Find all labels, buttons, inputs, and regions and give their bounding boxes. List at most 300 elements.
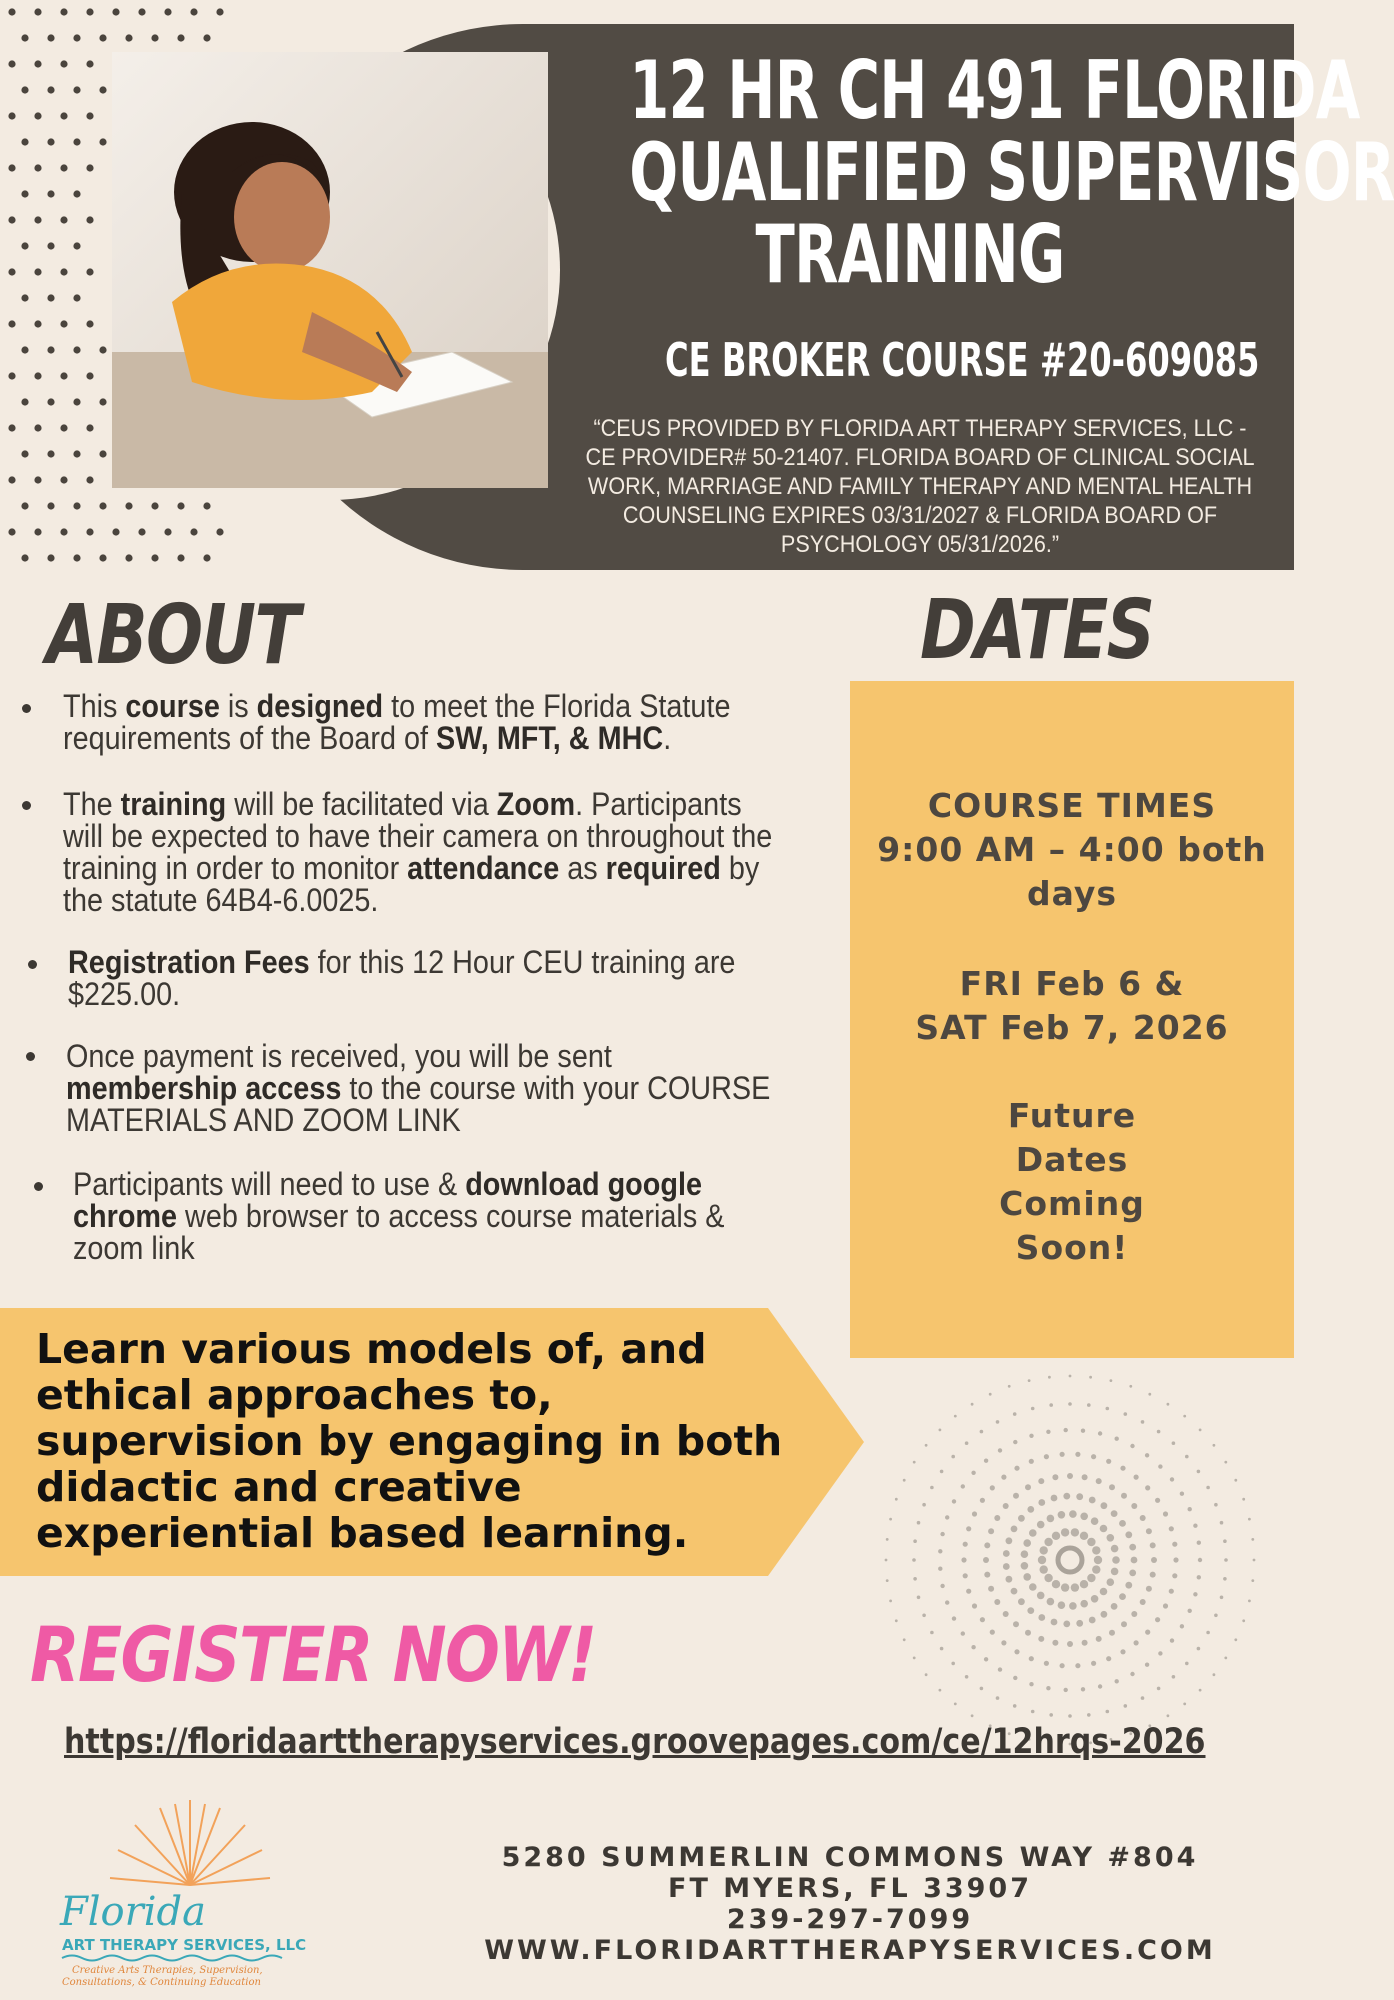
ornament-dot: [925, 1444, 928, 1447]
bullet-text-segment: for this 12 Hour CEU training are $225.00.: [68, 944, 736, 1012]
decor-dot: [86, 372, 93, 379]
ornament-dot: [1197, 1647, 1201, 1651]
ornament-dot: [1087, 1538, 1095, 1546]
decor-dot: [21, 294, 28, 301]
ornament-dot: [971, 1471, 975, 1475]
ornament-dot: [1185, 1455, 1189, 1459]
decor-dot: [73, 242, 80, 249]
decor-dot: [86, 268, 93, 275]
ornament-dot: [913, 1657, 916, 1660]
decor-dot: [73, 294, 80, 301]
ornament-dot: [984, 1657, 988, 1661]
bullet-text-segment: attendance: [407, 850, 560, 886]
ornament-dot: [1047, 1515, 1055, 1523]
ornament-dot: [972, 1603, 977, 1608]
ornament-dot: [1111, 1510, 1118, 1517]
decor-dot: [73, 34, 80, 41]
ornament-dot: [1155, 1498, 1160, 1503]
ornament-dot: [1076, 1620, 1083, 1627]
decor-dot: [8, 216, 15, 223]
ornament-dot: [1029, 1529, 1037, 1537]
ornament-dot: [938, 1549, 942, 1553]
ornament-dot: [1011, 1588, 1018, 1595]
decor-dot: [73, 86, 80, 93]
ornament-dot: [1134, 1475, 1139, 1480]
decor-dot: [73, 190, 80, 197]
course-times-line-2: 9:00 AM – 4:00 both: [877, 830, 1267, 869]
ornament-dot: [1140, 1515, 1146, 1521]
decor-dot: [60, 528, 67, 535]
ornament-dot: [1029, 1583, 1037, 1591]
bullet-text-segment: This: [63, 688, 126, 724]
course-times-line-1: COURSE TIMES: [927, 786, 1217, 825]
ornament-dot: [1188, 1609, 1192, 1613]
ornament-dot: [1038, 1499, 1045, 1506]
ornament-dot: [1025, 1630, 1031, 1636]
decor-dot: [86, 112, 93, 119]
decor-dot: [151, 554, 158, 561]
ornament-dot: [990, 1485, 995, 1490]
decor-dot: [151, 502, 158, 509]
decor-dot: [60, 60, 67, 67]
website-address[interactable]: WWW.FLORIDARTTHERAPYSERVICES.COM: [484, 1935, 1216, 1966]
ornament-dot: [989, 1393, 992, 1396]
ceus-provider-note: “CEUS PROVIDED BY FLORIDA ART THERAPY SERVICES, LLC - CE PROVIDER# 50-21407. FLORIDA BOARD OF CLINICAL SOCIAL WORK, MARRIAGE AND FAMILY THERAPY AND MENTAL HEALTH COUNSELING EXPIRES 03/31/2027 & FLORIDA BOARD OF PSYCHOLOGY 05/31/2026.”: [585, 415, 1255, 558]
ornament-dot: [1119, 1593, 1126, 1600]
ornament-dot: [1040, 1565, 1048, 1573]
decor-dot: [151, 34, 158, 41]
ornament-dot: [1052, 1532, 1060, 1540]
ornament-dot: [917, 1596, 921, 1600]
florida-art-therapy-logo: [40, 1790, 370, 1990]
decor-dot: [47, 138, 54, 145]
decor-dot: [60, 216, 67, 223]
bullet-text-segment: designed: [256, 688, 384, 724]
ornament-dot: [1087, 1713, 1091, 1717]
ornament-dot: [1052, 1474, 1058, 1480]
ornament-dot: [1089, 1617, 1096, 1624]
ornament-dot: [1131, 1557, 1138, 1564]
ornament-dot: [903, 1638, 906, 1641]
ornament-dot: [903, 1479, 906, 1482]
decor-dot: [8, 8, 15, 15]
learning-banner-text: Learn various models of, and ethical approaches to, supervision by engaging in both didactic and creative experiential based learning.: [36, 1325, 783, 1557]
ornament-dot: [971, 1714, 974, 1717]
ornament-dot: [1197, 1541, 1201, 1545]
ornament-dot: [963, 1542, 968, 1547]
decor-dot: [8, 320, 15, 327]
ornament-dot: [912, 1558, 916, 1562]
ornament-dot: [966, 1589, 971, 1594]
ornament-dot: [996, 1420, 1000, 1424]
ornament-dot: [1224, 1461, 1227, 1464]
decor-dot: [21, 554, 28, 561]
ornament-dot: [1071, 1528, 1079, 1536]
ornament-dot: [1082, 1640, 1088, 1646]
ornament-dot: [1155, 1617, 1160, 1622]
course-date-line-2: SAT Feb 7, 2026: [915, 1008, 1229, 1047]
decor-dot: [21, 502, 28, 509]
ornament-dot: [1109, 1484, 1115, 1490]
ornament-dot: [1167, 1403, 1170, 1406]
ornament-dot: [983, 1557, 989, 1563]
future-line-3: Coming: [999, 1184, 1145, 1223]
ornament-dot: [1170, 1638, 1174, 1642]
decor-dot: [34, 60, 41, 67]
ornament-dot: [889, 1600, 892, 1603]
decor-dot: [203, 502, 210, 509]
ornament-dot: [1013, 1493, 1019, 1499]
ornament-dot: [1157, 1687, 1161, 1691]
ornament-dot: [1051, 1619, 1058, 1626]
ornament-dot: [1158, 1464, 1162, 1468]
ornament-dot: [1027, 1506, 1034, 1513]
decor-dot: [60, 372, 67, 379]
ornament-dot: [1096, 1636, 1102, 1642]
ornament-dot: [1046, 1430, 1050, 1434]
ornament-dot: [922, 1614, 926, 1618]
ornament-dot: [971, 1645, 975, 1649]
ornament-dot: [1013, 1621, 1019, 1627]
ornament-dot: [1013, 1676, 1017, 1680]
course-times-line-3: days: [1026, 874, 1118, 913]
ornament-dot: [1172, 1441, 1176, 1445]
future-line-2: Dates: [1015, 1140, 1129, 1179]
ornament-dot: [1121, 1621, 1127, 1627]
address-line-2: FT MYERS, FL 33907: [668, 1873, 1032, 1904]
ornament-dot: [895, 1619, 898, 1622]
decor-dot: [203, 554, 210, 561]
decor-dot: [47, 398, 54, 405]
ornament-dot: [1169, 1589, 1174, 1594]
ornament-dot: [1031, 1710, 1035, 1714]
bullet-text-segment: Participants will need to use &: [73, 1166, 466, 1202]
ornament-dot: [1125, 1531, 1132, 1538]
decor-dot: [86, 216, 93, 223]
ornament-dot: [1109, 1630, 1115, 1636]
ornament-dot: [951, 1662, 955, 1666]
decor-dot: [73, 346, 80, 353]
ornament-dot: [965, 1675, 969, 1679]
ornament-dot: [1134, 1640, 1139, 1645]
ornament-dot: [1111, 1603, 1118, 1610]
ornament-dot: [1023, 1539, 1031, 1547]
ornament-dot: [1028, 1379, 1031, 1382]
ornament-dot: [990, 1630, 995, 1635]
decor-dot: [8, 528, 15, 535]
ornament-dot: [1067, 1473, 1073, 1479]
bullet-text-segment: Zoom: [496, 786, 576, 822]
ornament-dot: [972, 1511, 977, 1516]
ornament-dot: [1021, 1562, 1029, 1570]
ornament-dot: [1224, 1657, 1227, 1660]
ornament-dot: [1197, 1470, 1201, 1474]
decor-dot: [34, 112, 41, 119]
ornament-dot: [889, 1518, 892, 1521]
ornament-dot: [1172, 1675, 1176, 1679]
ornament-dot: [952, 1616, 956, 1620]
ornament-dot: [1063, 1493, 1070, 1500]
ornament-dot: [913, 1577, 917, 1581]
about-bullet-3: [68, 946, 761, 1010]
ornament-dot: [980, 1430, 984, 1434]
ornament-dot: [922, 1503, 926, 1507]
decor-dot: [73, 398, 80, 405]
ornament-dot: [1069, 1375, 1072, 1378]
course-times: [850, 784, 1294, 916]
svg-text:ART THERAPY SERVICES, LLC: ART THERAPY SERVICES, LLC: [62, 1936, 307, 1954]
decor-dot: [47, 190, 54, 197]
decor-dot: [190, 528, 197, 535]
ornament-dot: [1092, 1546, 1100, 1554]
ornament-dot: [1101, 1611, 1108, 1618]
ornament-dot: [1141, 1696, 1145, 1700]
ornament-dot: [1206, 1631, 1210, 1635]
bullet-dot: [28, 960, 37, 969]
ornament-dot: [1131, 1503, 1137, 1509]
ornament-dot: [980, 1617, 985, 1622]
ornament-dot: [1040, 1546, 1048, 1554]
ornament-dot: [1058, 1601, 1066, 1609]
decor-dot: [21, 138, 28, 145]
decor-dot: [86, 424, 93, 431]
decor-dot: [34, 320, 41, 327]
ornament-dot: [952, 1499, 956, 1503]
student-writing-photo: [112, 52, 548, 488]
decor-dot: [47, 450, 54, 457]
ornament-dot: [1049, 1713, 1053, 1717]
ornament-dot: [1251, 1579, 1254, 1582]
decor-dot: [34, 164, 41, 171]
ornament-dot: [1003, 1611, 1009, 1617]
bullet-text-segment: web browser to access course materials & zoom link: [73, 1198, 725, 1266]
ornament-dot: [1048, 1376, 1051, 1379]
ornament-dot: [980, 1498, 985, 1503]
svg-text:Florida: Florida: [60, 1889, 206, 1935]
ornament-dot: [940, 1584, 944, 1588]
ornament-dot: [1068, 1714, 1072, 1718]
ornament-dot: [1081, 1687, 1085, 1691]
ornament-dot: [1106, 1710, 1110, 1714]
decor-dot: [47, 294, 54, 301]
decor-dot: [216, 8, 223, 15]
decor-dot: [60, 320, 67, 327]
ornament-center: [1058, 1548, 1082, 1572]
decor-dot: [47, 34, 54, 41]
decor-dot: [8, 112, 15, 119]
ornament-dot: [1130, 1672, 1134, 1676]
decor-dot: [190, 8, 197, 15]
ornament-dot: [1213, 1444, 1216, 1447]
ornament-dot: [1150, 1542, 1156, 1548]
decor-dot: [125, 502, 132, 509]
ornament-dot: [1082, 1474, 1088, 1480]
bullet-text-segment: will be facilitated via: [226, 786, 497, 822]
ornament-dot: [1214, 1614, 1218, 1618]
ornament-dot: [1038, 1636, 1044, 1642]
ornament-dot: [1141, 1420, 1145, 1424]
ornament-dot: [1157, 1430, 1161, 1434]
decor-dot: [34, 216, 41, 223]
ornament-dot: [1107, 1534, 1115, 1542]
bullet-dot: [22, 801, 31, 810]
ornament-dot: [1063, 1621, 1070, 1628]
ornament-dot: [1001, 1475, 1006, 1480]
decor-dot: [60, 476, 67, 483]
ornament-dot: [1120, 1466, 1125, 1471]
decor-dot: [86, 8, 93, 15]
decor-dot: [8, 424, 15, 431]
ornament-dot: [1052, 1580, 1060, 1588]
ornament-dot: [1242, 1498, 1245, 1501]
future-dates-note: [850, 1094, 1294, 1270]
decor-dot: [203, 34, 210, 41]
decor-dot: [60, 424, 67, 431]
ornament-dot: [1080, 1600, 1088, 1608]
ornament-dot: [951, 1455, 955, 1459]
ornament-dot: [1014, 1466, 1019, 1471]
ce-broker-course-number: CE BROKER COURSE #20-609085: [665, 333, 1260, 387]
ornament-dot: [1220, 1596, 1224, 1600]
ornament-dot: [980, 1687, 984, 1691]
ornament-dot: [1037, 1521, 1045, 1529]
ornament-dot: [1125, 1582, 1132, 1589]
registration-link[interactable]: https://floridaarttherapyservices.groovepages.com/ce/12hrqs-2026: [64, 1722, 1206, 1762]
bullet-text-segment: download google chrome: [73, 1166, 702, 1234]
ornament-dot: [1096, 1478, 1102, 1484]
decor-dot: [99, 86, 106, 93]
ornament-dot: [1068, 1402, 1072, 1406]
ornament-dot: [1091, 1517, 1099, 1525]
decor-dot: [21, 190, 28, 197]
ornament-dot: [1029, 1656, 1034, 1661]
ornament-dot: [1089, 1497, 1096, 1504]
ornament-dot: [1076, 1493, 1083, 1500]
ornament-dot: [1029, 1434, 1033, 1438]
ornament-dot: [1180, 1492, 1184, 1496]
ornament-dot: [1061, 1528, 1069, 1536]
ornament-dot: [1098, 1431, 1102, 1435]
bullet-text-segment: to the course with your COURSE MATERIALS AND ZOOM LINK: [66, 1070, 771, 1138]
ornament-dot: [1242, 1619, 1245, 1622]
title-line-2: QUALIFIED SUPERVISOR: [629, 126, 1394, 219]
ornament-dot: [1248, 1518, 1251, 1521]
about-bullet-2: [63, 788, 783, 916]
decor-dot: [177, 502, 184, 509]
bullet-text-segment: Registration Fees: [68, 944, 310, 980]
bullet-dot: [22, 704, 31, 713]
ornament-dot: [1008, 1385, 1011, 1388]
ornament-dot: [1075, 1663, 1080, 1668]
ornament-dot: [1111, 1568, 1119, 1576]
ornament-dot: [1223, 1539, 1227, 1543]
ornament-dot: [1131, 1611, 1137, 1617]
decor-dot: [138, 8, 145, 15]
decor-dot: [99, 450, 106, 457]
decor-dot: [112, 8, 119, 15]
ornament-dot: [1038, 1556, 1046, 1564]
decor-dot: [21, 242, 28, 249]
decor-dot: [34, 372, 41, 379]
ornament-dot: [1124, 1704, 1128, 1708]
ornament-dot: [1060, 1452, 1065, 1457]
ornament-dot: [913, 1461, 916, 1464]
ornament-dot: [1029, 1682, 1033, 1686]
decor-dot: [86, 528, 93, 535]
ornament-dot: [1029, 1459, 1034, 1464]
ornament-dot: [1080, 1513, 1088, 1521]
ornament-dot: [1087, 1403, 1091, 1407]
ornament-dot: [940, 1532, 944, 1536]
ornament-dot: [939, 1429, 942, 1432]
ornament-dot: [1224, 1558, 1228, 1562]
ornament-dot: [1101, 1502, 1108, 1509]
title-line-3: TRAINING: [755, 208, 1065, 301]
ornament-dot: [1183, 1415, 1186, 1418]
decor-dot: [60, 8, 67, 15]
ornament-dot: [1234, 1479, 1237, 1482]
ornament-dot: [1129, 1570, 1136, 1577]
ornament-dot: [1006, 1576, 1013, 1583]
decor-dot: [73, 450, 80, 457]
ornament-dot: [1120, 1649, 1125, 1654]
ornament-dot: [1167, 1714, 1170, 1717]
ornament-dot: [1021, 1550, 1029, 1558]
ornament-dot: [1106, 1407, 1110, 1411]
ornament-dot: [938, 1567, 942, 1571]
ornament-dot: [1052, 1640, 1058, 1646]
ornament-dot: [954, 1415, 957, 1418]
ornament-dot: [998, 1448, 1002, 1452]
decor-dot: [8, 372, 15, 379]
decor-dot: [21, 86, 28, 93]
decor-dot: [34, 424, 41, 431]
bullet-text-segment: .: [663, 720, 672, 756]
decor-dot: [21, 398, 28, 405]
ornament-dot: [984, 1542, 990, 1548]
ornament-dot: [1199, 1689, 1202, 1692]
decor-dot: [47, 242, 54, 249]
decor-dot: [8, 476, 15, 483]
ornament-dot: [1046, 1686, 1050, 1690]
ornament-dot: [1025, 1484, 1031, 1490]
ornament-dot: [1092, 1565, 1100, 1573]
sunburst-icon: [110, 1800, 270, 1885]
decor-dot: [125, 34, 132, 41]
bullet-text-segment: The: [63, 786, 121, 822]
ornament-dot: [895, 1498, 898, 1501]
ornament-dot: [925, 1673, 928, 1676]
ornament-dot: [1100, 1525, 1108, 1533]
phone-number: 239-297-7099: [726, 1904, 974, 1935]
ornament-dot: [1051, 1495, 1058, 1502]
ornament-dot: [1071, 1583, 1079, 1591]
ornament-dot: [1199, 1429, 1202, 1432]
ornament-dot: [1145, 1453, 1149, 1457]
bullet-text-segment: . Participants will be expected to have their camera on throughout the training in order to monitor: [63, 786, 773, 886]
ornament-dot: [930, 1631, 934, 1635]
dates-heading: DATES: [920, 583, 1154, 678]
decor-dot: [34, 476, 41, 483]
ornament-dot: [1087, 1574, 1095, 1582]
ornament-dot: [1049, 1403, 1053, 1407]
address-line-1: 5280 SUMMERLIN COMMONS WAY #804: [501, 1842, 1199, 1873]
ornament-dot: [1106, 1656, 1111, 1661]
ornament-dot: [1169, 1526, 1174, 1531]
decor-dot: [8, 268, 15, 275]
decor-dot: [60, 112, 67, 119]
ornament-dot: [1188, 1507, 1192, 1511]
